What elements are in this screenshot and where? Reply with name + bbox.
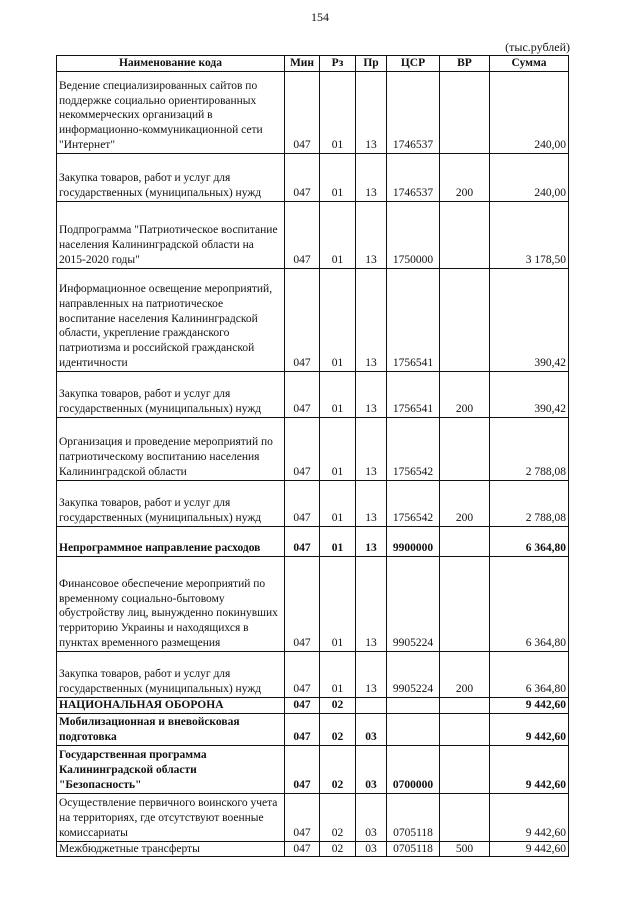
row-rz: 02 — [320, 793, 356, 841]
row-pr: 13 — [356, 480, 387, 526]
row-min: 047 — [285, 480, 320, 526]
row-name: Ведение специализированных сайтов по поддержке социально ориентированных некоммерческих организаций в информационно-коммуникационной сети "Интернет" — [57, 71, 285, 153]
row-sum: 6 364,80 — [490, 526, 569, 556]
row-min: 047 — [285, 268, 320, 371]
row-csr: 1756541 — [387, 268, 440, 371]
row-vr — [440, 71, 490, 153]
row-pr: 03 — [356, 793, 387, 841]
row-csr: 9905224 — [387, 651, 440, 697]
row-csr: 0705118 — [387, 841, 440, 857]
row-rz: 01 — [320, 480, 356, 526]
row-pr: 13 — [356, 651, 387, 697]
row-min: 047 — [285, 153, 320, 201]
header-csr: ЦСР — [387, 56, 440, 72]
row-name: Закупка товаров, работ и услуг для государственных (муниципальных) нужд — [57, 651, 285, 697]
row-rz: 01 — [320, 268, 356, 371]
row-rz: 01 — [320, 71, 356, 153]
row-sum: 2 788,08 — [490, 480, 569, 526]
row-rz: 01 — [320, 556, 356, 651]
row-min: 047 — [285, 651, 320, 697]
header-name: Наименование кода — [57, 56, 285, 72]
budget-table — [56, 55, 569, 857]
header-rz: Рз — [320, 56, 356, 72]
row-pr: 13 — [356, 417, 387, 480]
row-pr: 13 — [356, 201, 387, 268]
table-row — [57, 153, 569, 201]
units-label: (тыс.рублей) — [505, 40, 570, 54]
header-sum: Сумма — [490, 56, 569, 72]
row-min: 047 — [285, 556, 320, 651]
row-rz: 01 — [320, 153, 356, 201]
row-vr: 200 — [440, 371, 490, 417]
row-name: Осуществление первичного воинского учета на территориях, где отсутствуют военные комиссариаты — [57, 793, 285, 841]
row-name: НАЦИОНАЛЬНАЯ ОБОРОНА — [57, 697, 285, 713]
row-pr: 13 — [356, 71, 387, 153]
table-row — [57, 793, 569, 841]
row-pr: 13 — [356, 268, 387, 371]
row-csr: 1746537 — [387, 153, 440, 201]
row-rz: 01 — [320, 651, 356, 697]
row-csr: 9905224 — [387, 556, 440, 651]
table-row — [57, 651, 569, 697]
row-vr — [440, 697, 490, 713]
row-vr: 500 — [440, 841, 490, 857]
row-sum: 6 364,80 — [490, 651, 569, 697]
row-csr: 1756542 — [387, 417, 440, 480]
row-pr: 03 — [356, 841, 387, 857]
row-vr: 200 — [440, 651, 490, 697]
row-min: 047 — [285, 71, 320, 153]
table-row — [57, 841, 569, 857]
table-row — [57, 201, 569, 268]
row-name: Информационное освещение мероприятий, направленных на патриотическое воспитание населения Калининградской области, укрепление гражданского патриотизма и российской гражданской идентичности — [57, 268, 285, 371]
row-csr: 0700000 — [387, 745, 440, 793]
row-name: Мобилизационная и вневойсковая подготовка — [57, 713, 285, 745]
row-vr — [440, 745, 490, 793]
row-sum: 390,42 — [490, 371, 569, 417]
page-number: 154 — [311, 10, 329, 24]
row-csr: 0705118 — [387, 793, 440, 841]
row-pr: 13 — [356, 153, 387, 201]
row-vr — [440, 268, 490, 371]
row-sum: 240,00 — [490, 153, 569, 201]
row-name: Непрограммное направление расходов — [57, 526, 285, 556]
row-name: Подпрограмма "Патриотическое воспитание населения Калининградской области на 2015-2020 годы" — [57, 201, 285, 268]
row-name: Закупка товаров, работ и услуг для государственных (муниципальных) нужд — [57, 371, 285, 417]
table-row — [57, 268, 569, 371]
row-name: Государственная программа Калининградской области "Безопасность" — [57, 745, 285, 793]
row-pr: 13 — [356, 556, 387, 651]
row-sum: 9 442,60 — [490, 697, 569, 713]
row-vr: 200 — [440, 480, 490, 526]
row-vr — [440, 526, 490, 556]
row-min: 047 — [285, 417, 320, 480]
row-csr: 1750000 — [387, 201, 440, 268]
row-sum: 6 364,80 — [490, 556, 569, 651]
row-name: Закупка товаров, работ и услуг для государственных (муниципальных) нужд — [57, 153, 285, 201]
row-min: 047 — [285, 526, 320, 556]
table-row — [57, 556, 569, 651]
row-pr: 13 — [356, 526, 387, 556]
row-name: Межбюджетные трансферты — [57, 841, 285, 857]
row-rz: 01 — [320, 417, 356, 480]
table-row — [57, 526, 569, 556]
row-csr: 9900000 — [387, 526, 440, 556]
row-rz: 02 — [320, 713, 356, 745]
row-rz: 01 — [320, 201, 356, 268]
table-row — [57, 713, 569, 745]
row-vr — [440, 417, 490, 480]
row-csr: 1756541 — [387, 371, 440, 417]
row-name: Организация и проведение мероприятий по патриотическому воспитанию населения Калининградской области — [57, 417, 285, 480]
row-vr — [440, 713, 490, 745]
row-name: Финансовое обеспечение мероприятий по временному социально-бытовому обустройству лиц, вынужденно покинувших территорию Украины и находящихся в пунктах временного размещения — [57, 556, 285, 651]
table-row — [57, 697, 569, 713]
row-rz: 02 — [320, 841, 356, 857]
row-min: 047 — [285, 745, 320, 793]
table-row — [57, 480, 569, 526]
header-min: Мин — [285, 56, 320, 72]
row-vr — [440, 556, 490, 651]
row-sum: 390,42 — [490, 268, 569, 371]
row-min: 047 — [285, 697, 320, 713]
table-row — [57, 417, 569, 480]
row-min: 047 — [285, 201, 320, 268]
row-min: 047 — [285, 841, 320, 857]
row-vr: 200 — [440, 153, 490, 201]
row-sum: 9 442,60 — [490, 841, 569, 857]
row-rz: 02 — [320, 745, 356, 793]
row-vr — [440, 793, 490, 841]
row-pr: 13 — [356, 371, 387, 417]
row-sum: 9 442,60 — [490, 713, 569, 745]
table-row — [57, 745, 569, 793]
table-row — [57, 371, 569, 417]
row-pr: 03 — [356, 713, 387, 745]
row-sum: 2 788,08 — [490, 417, 569, 480]
header-vr: ВР — [440, 56, 490, 72]
row-vr — [440, 201, 490, 268]
table-body — [57, 71, 569, 857]
table-header-row — [57, 56, 569, 72]
header-pr: Пр — [356, 56, 387, 72]
row-csr — [387, 697, 440, 713]
row-name: Закупка товаров, работ и услуг для государственных (муниципальных) нужд — [57, 480, 285, 526]
row-rz: 01 — [320, 526, 356, 556]
row-rz: 02 — [320, 697, 356, 713]
row-sum: 240,00 — [490, 71, 569, 153]
row-min: 047 — [285, 793, 320, 841]
row-min: 047 — [285, 371, 320, 417]
row-csr — [387, 713, 440, 745]
row-sum: 9 442,60 — [490, 793, 569, 841]
row-csr: 1746537 — [387, 71, 440, 153]
row-pr: 03 — [356, 745, 387, 793]
row-pr — [356, 697, 387, 713]
row-min: 047 — [285, 713, 320, 745]
row-sum: 9 442,60 — [490, 745, 569, 793]
row-sum: 3 178,50 — [490, 201, 569, 268]
table-row — [57, 71, 569, 153]
row-rz: 01 — [320, 371, 356, 417]
row-csr: 1756542 — [387, 480, 440, 526]
